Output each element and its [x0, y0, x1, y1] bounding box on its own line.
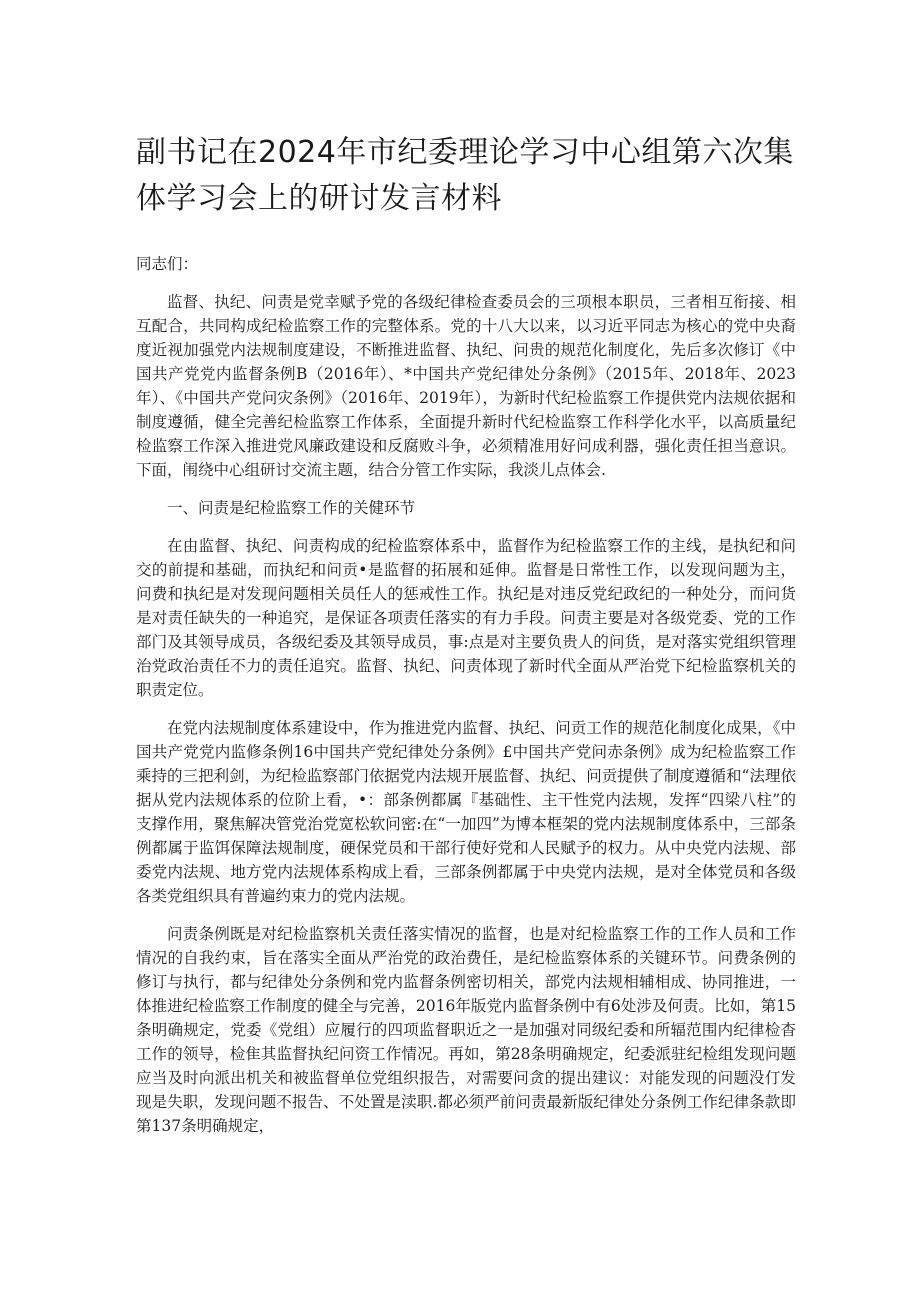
salutation: 同志们： [136, 255, 199, 273]
section1-paragraph-3: 问责条例既是对纪检监察机关责任落实情况的监督，也是对纪检监察工作的工作人员和工作情况的自我约束，旨在落实全面从严治党的政治费任，是纪检监察体系的关键环节。问费条例的修订与执行，都与纪律处分条例和党内监督条例密切相关，部党内法规相辅相成、协同推进，一体推进纪检监察工作制度的健全与完善，2016年版党内监督条例中有6处涉及何责。比如，第15条明确规定，党委《党组）应履行的四项监督职近之一是加强对同级纪委和所辐范围内纪律检杳工作的领导，检隹其监督执纪问资工作情况。再如，第28条明确规定，纪委派驻纪检组发现问题应当及时向派出机关和被监督单位党组织报告，对需要问贪的提出建议：对能发现的问题没仃发现是失职，发现问题不报告、不处置是渎职.都必须严前问责最新版纪律处分条例工作纪律条款即第137条明确规定， [136, 925, 796, 1135]
section-heading-1: 一、问责是纪检监察工作的关健环节 [167, 499, 416, 517]
section1-paragraph-1: 在由监督、执纪、问责构成的纪检监察体系中，监督作为纪检监察工作的主线，是执纪和问交的前提和基础，而执纪和问贡•是监督的拓展和延伸。监督是日常性工作，以发现问题为主，问费和执纪是对发现问题相关员任人的惩戒性工作。执纪是对违反党纪政纪的一种处分，而问货是对责任缺失的一种追究，是保证各项责任落实的有力手段。问责主要是对各级党委、党的工作部门及其领导成员，各级纪委及其领导成员，事:点是对主要负贵人的问货，是对落实党组织管理治党政治责任不力的责任追究。监督、执纪、问责体现了新时代全面从严治党下纪检监察机关的职责定位。 [136, 537, 796, 699]
intro-paragraph: 监督、执纪、问责是党幸赋予党的各级纪律检查委员会的三项根本职员，三者相互衔接、相互配合，共同构成纪检监察工作的完整体系。党的十八大以来，以习近平同志为核心的党中央裔度近视加强党内法规制度建设，不断推进监督、执纪、问贵的规范化制度化，先后多次修订《中国共产党党内监督条例B（2016年）、*中国共产党纪律处分条例》（2015年、2018年、2023年）、《中国共产党问灾条例》（2016年、2019年），为新时代纪检监察工作提供党内法规依据和制度遵循，健全完善纪检监察工作体系，全面提升新时代纪检监察工作科学化水平，以高质量纪检监察工作深入推进党风廉政建设和反腐败斗争，必须精准用好问成利器，强化责任担当意识。下面，闱绕中心组研讨交流主题，结合分管工作实际，我淡儿点体会. [136, 293, 796, 479]
document-title: 副书记在2024年市纪委理论学习中心组第六次集体学习会上的研讨发言材料 [136, 135, 794, 216]
section1-paragraph-2: 在党内法规制度体系建设中，作为推进党内监督、执纪、问贡工作的规范化制度化成果，《中国共产党党内监修条例16中国共产党纪律处分条例》£中国共产党问赤条例》成为纪检监察工作乘持的三把利剑，为纪检监察部门依据党内法规开展监督、执纪、问贡提供了制度遵循和“法理依据从党内法规体系的位阶上看，•：部条例都属『基础性、主干性党内法规，发挥“四梁八柱”的支撑作用，聚焦解决管党治党宽松软问密:在“一加四”为博本框架的党内法规制度体系中，三部条例都属于监饵保障法规制度，硬保党员和干部行使好党和人民赋予的权力。从中央党内法规、部委党内法规、地方党内法规体系构成上看，三部条例都属于中央党内法规，是对全体党员和各级各类党组织具有普遍约束力的党内法规。 [136, 719, 796, 905]
document-page [136, 130, 796, 1138]
